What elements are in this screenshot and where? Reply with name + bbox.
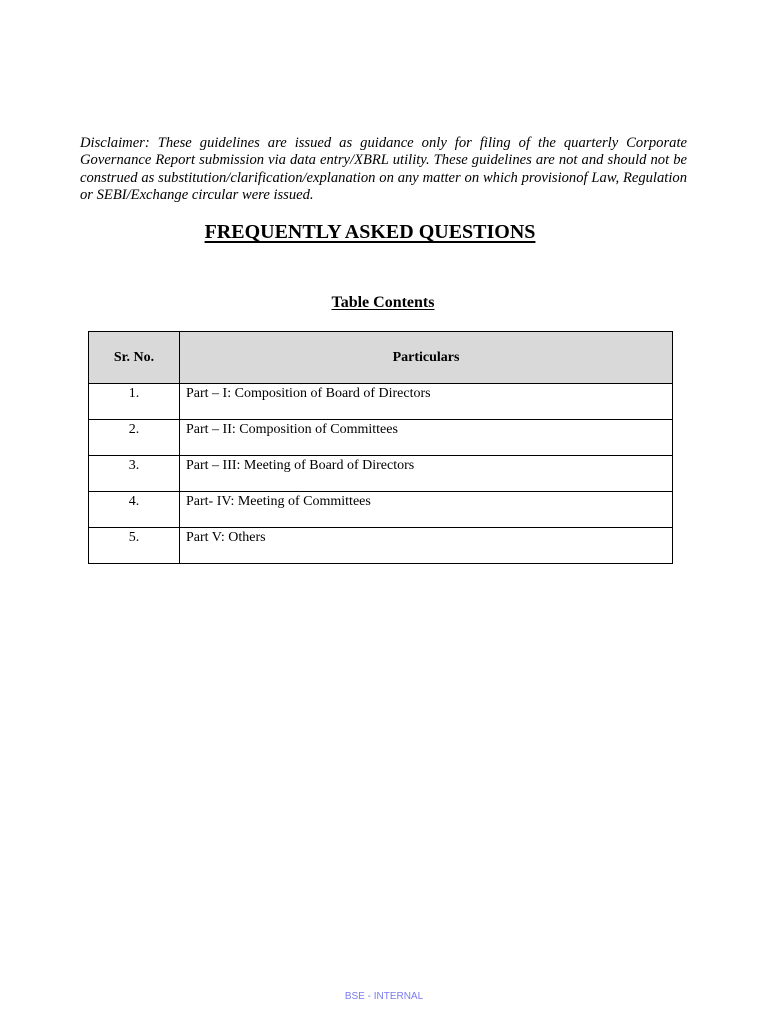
table-of-contents-heading: Table Contents <box>331 294 435 311</box>
disclaimer-text: Disclaimer: These guidelines are issued as guidance only for filing of the quarterly Corporate Governance Report submission via data entry/XBRL utility. These guidelines are not and should not be construed as substitution/clarification/explanation on any matter on which provisionof Law, Regulation or SEBI/Exchange circular were issued. <box>80 135 687 204</box>
row-sr-no: 4. <box>89 492 180 528</box>
page-title: FREQUENTLY ASKED QUESTIONS <box>204 221 536 243</box>
table-row <box>89 528 673 564</box>
row-sr-no: 3. <box>89 456 180 492</box>
table-row <box>89 420 673 456</box>
table-header-row <box>89 332 673 384</box>
table-row <box>89 456 673 492</box>
row-sr-no: 5. <box>89 528 180 564</box>
table-of-contents <box>88 331 673 564</box>
column-header-sr-no: Sr. No. <box>89 332 180 384</box>
row-particulars: Part – II: Composition of Committees <box>180 420 673 456</box>
row-particulars: Part – III: Meeting of Board of Directors <box>180 456 673 492</box>
row-particulars: Part V: Others <box>180 528 673 564</box>
column-header-particulars: Particulars <box>180 332 673 384</box>
table-row <box>89 492 673 528</box>
classification-footer: BSE - INTERNAL <box>344 991 424 1002</box>
row-sr-no: 1. <box>89 384 180 420</box>
row-particulars: Part- IV: Meeting of Committees <box>180 492 673 528</box>
row-sr-no: 2. <box>89 420 180 456</box>
row-particulars: Part – I: Composition of Board of Directors <box>180 384 673 420</box>
table-row <box>89 384 673 420</box>
